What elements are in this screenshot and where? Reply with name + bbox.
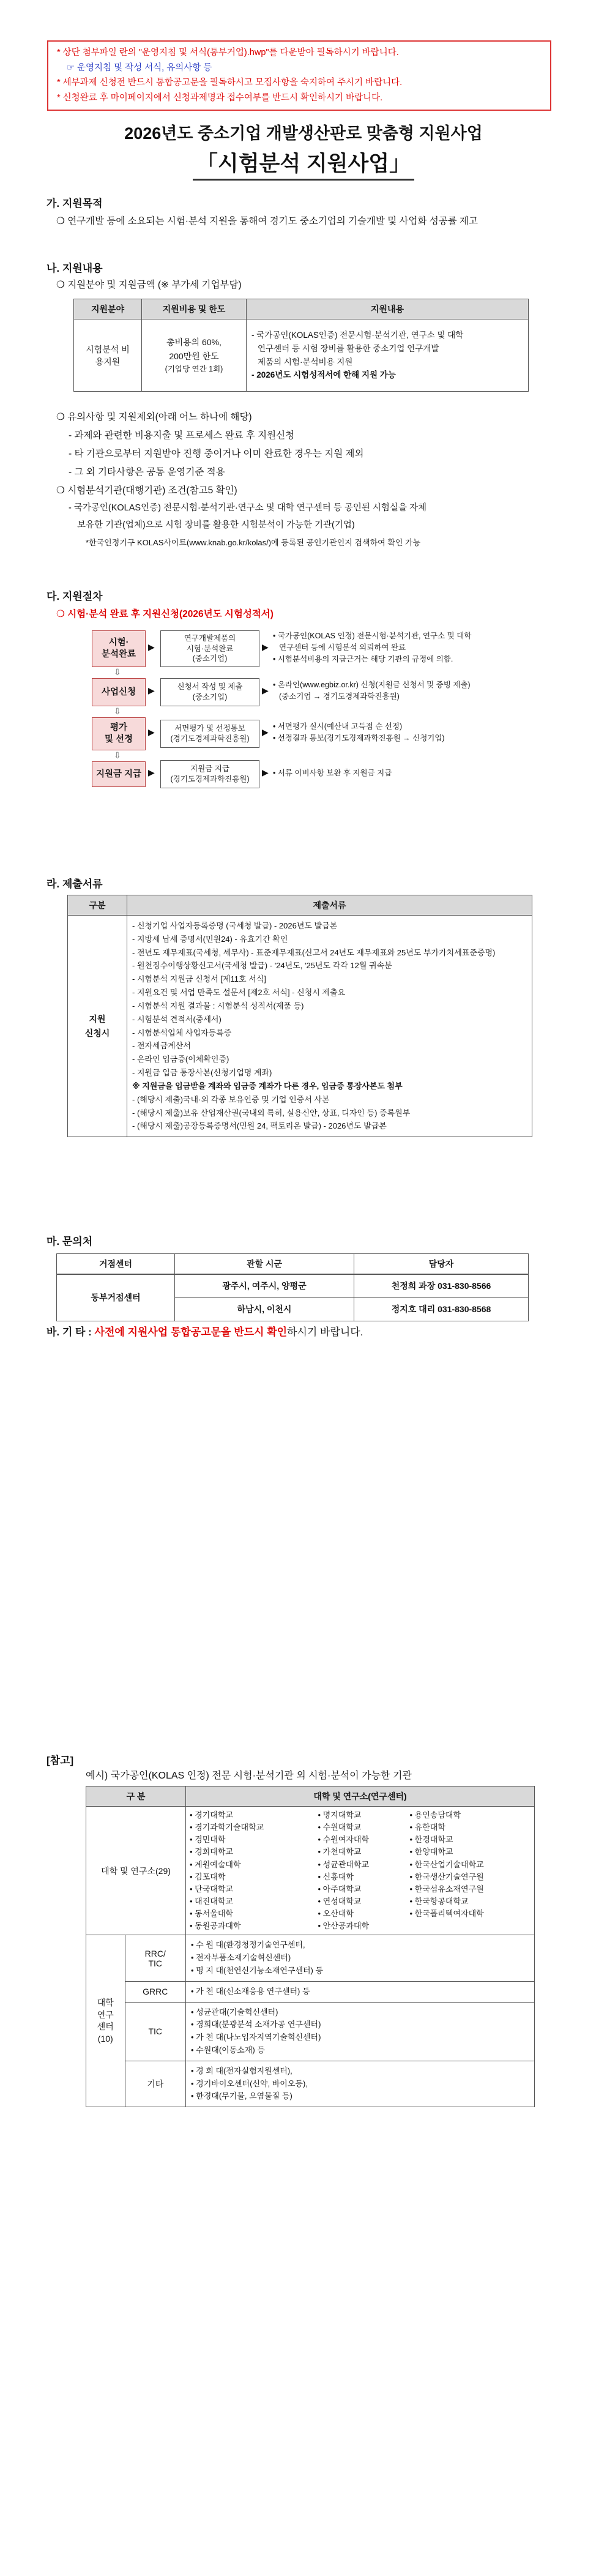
lab-item: • 성균관대(기술혁신센터) [191, 2007, 278, 2017]
lab-item: • 경 희 대(전자실험지원센터), [191, 2066, 292, 2075]
heading-contact: 마. 문의처 [47, 1236, 93, 1247]
university-item: • 명지대학교 [318, 1810, 362, 1820]
reference-heading: [참고] [47, 1755, 74, 1766]
step-2-box: 사업신청 [92, 678, 146, 706]
university-item: • 단국대학교 [190, 1884, 233, 1894]
support-table [73, 299, 529, 392]
lab-list [186, 2002, 535, 2061]
step-4-desc: 지원금 지급 (경기도경제과학진흥원) [160, 760, 259, 788]
lab-item: • 경기바이오센터(신약, 바이오등), [191, 2078, 308, 2088]
lab-item: • 수 원 대(환경청정기술연구센터, [191, 1940, 305, 1950]
arrow-down-icon: ⇩ [114, 750, 121, 760]
table-header: 대학 및 연구소(연구센터) [186, 1786, 535, 1807]
university-item: • 수원대학교 [318, 1823, 362, 1832]
document-item: - 신청기업 사업자등록증명 (국세청 발급) - 2026년도 발급본 [132, 921, 338, 930]
notice-line-1: * 상단 첨부파일 란의 "운영지침 및 서식(통부거업).hwp"를 다운받아 필독하시기 바랍니다. [57, 48, 399, 58]
step-1-desc: 연구개발제품의 시험·분석완료 (중소기업) [160, 630, 259, 667]
document-item: - 시험분석 지원 결과물 : 시험분석 성적서(제품 등) [132, 1001, 304, 1010]
university-item: • 대진대학교 [190, 1896, 233, 1906]
document-item: - (해당시 제출)공장등록증명서(민원 24, 팩토리온 발급) - 2026년도 발급본 [132, 1121, 387, 1131]
arrow-right-icon: ▶ [262, 727, 269, 737]
document-item: ※ 지원금을 입금받을 계좌와 입금증 계좌가 다른 경우, 입금증 통장사본도 첨부 [132, 1081, 403, 1091]
university-item: • 한국섬유소재연구원 [409, 1884, 484, 1894]
lab-type: RRC/ TIC [125, 1935, 185, 1981]
university-item: • 계원예술대학 [190, 1859, 241, 1869]
arrow-down-icon: ⇩ [114, 706, 121, 716]
table-header: 지원비용 및 한도 [142, 299, 247, 319]
lab-item: • 경희대(분광분석 소재가공 연구센터) [191, 2020, 321, 2029]
step-4-note: • 서류 이비사항 보완 후 지원금 지급 [273, 769, 392, 777]
document-item: - 시험분석 지원금 신청서 [제11호 서식] [132, 974, 266, 984]
university-item [410, 1920, 531, 1932]
university-item: • 유한대학 [409, 1823, 445, 1832]
university-item: • 경민대학 [190, 1835, 226, 1845]
heading-documents: 라. 제출서류 [47, 878, 103, 890]
table-header: 지원내용 [247, 299, 529, 319]
university-item: • 한국산업기술대학교 [409, 1859, 484, 1869]
procedure-intro: ❍ 시험·분석 완료 후 지원신청(2026년도 시험성적서) [56, 609, 274, 619]
university-item: • 수원여자대학 [318, 1835, 369, 1845]
lab-list [186, 2061, 535, 2107]
step-1-box: 시험· 분석완료 [92, 630, 146, 667]
step-4-box: 지원금 지급 [92, 761, 146, 787]
lab-list [186, 1935, 535, 1981]
heading-purpose: 가. 지원목적 [47, 198, 103, 209]
document-item: - 온라인 입금증(이체확인증) [132, 1055, 229, 1064]
document-item: - (해당시 제출)보유 산업재산권(국내외 특허, 실용신안, 상표, 디자인 등) 증록원부 [132, 1108, 411, 1118]
lab-item: • 전자부품소재기술혁신센터) [191, 1953, 291, 1963]
caution-item: - 과제와 관련한 비용지출 및 프로세스 완료 후 지원신청 [69, 430, 295, 441]
university-col-1 [186, 1807, 315, 1935]
contact-person: 정지호 대리 031-830-8568 [354, 1297, 529, 1321]
university-item: • 경기대학교 [190, 1810, 233, 1820]
notice-box [47, 40, 551, 111]
notice-line-3: * 세부과제 신청전 반드시 통합공고문을 필독하시고 모집사항을 숙지하여 주시기 바랍니다. [57, 78, 403, 88]
table-header: 제출서류 [127, 895, 532, 916]
kolas-note: *한국인정기구 KOLAS사이트(www.knab.go.kr/kolas/)에 등록된 공인기관인지 검색하여 확인 가능 [86, 538, 421, 547]
contact-center: 동부거점센터 [57, 1274, 175, 1321]
other-note: 바. 기 타 : 사전에 지원사업 통합공고문을 반드시 확인하시기 바랍니다. [47, 1326, 363, 1338]
university-item: • 오산대학 [318, 1909, 354, 1919]
arrow-right-icon: ▶ [262, 685, 269, 695]
notice-line-2: ☞ 운영지침 및 작성 서식, 유의사항 등 [67, 62, 212, 73]
page-title: 2026년도 중소기업 개발생산판로 맞춤형 지원사업 [124, 124, 483, 143]
arrow-right-icon: ▶ [262, 767, 269, 777]
table-cell: 시험분석 비용지원 [74, 319, 142, 392]
document-item: - 전자세금계산서 [132, 1041, 191, 1051]
lab-list [186, 1981, 535, 2002]
university-item: • 신흥대학 [318, 1872, 354, 1881]
university-item: • 성균관대학교 [318, 1859, 369, 1869]
contact-person: 천정희 과장 031-830-8566 [354, 1274, 529, 1297]
university-item: • 한국생산기술연구원 [409, 1872, 484, 1881]
university-item: • 경희대학교 [190, 1847, 233, 1857]
lab-label: 대학 연구 센터 (10) [86, 1935, 125, 2107]
document-item: - 지원금 입금 통장사본(신청기업명 계좌) [132, 1068, 272, 1078]
page-subtitle: 「시험분석 지원사업」 [0, 147, 607, 181]
purpose-text: ❍ 연구개발 등에 소요되는 시험·분석 지원을 통해여 경기도 중소기업의 기술개발 및 사업화 성공률 제고 [56, 216, 478, 226]
table-header: 구분 [68, 895, 127, 916]
arrow-right-icon: ▶ [262, 642, 269, 652]
contact-region: 광주시, 여주시, 양평군 [175, 1274, 354, 1297]
university-item: • 한경대학교 [409, 1835, 453, 1845]
university-col-3 [406, 1807, 535, 1935]
university-item: • 한국폴리텍여자대학 [409, 1909, 484, 1919]
university-label: 대학 및 연구소(29) [86, 1807, 186, 1935]
university-item: • 경기과학기술대학교 [190, 1823, 264, 1832]
university-item: • 가천대학교 [318, 1847, 362, 1857]
heading-procedure: 다. 지원절차 [47, 591, 103, 602]
document-item: - 전년도 재무제표(국세청, 세무사) - 표준재무제표(신고서 24년도 재무제표와 25년도 부가가치세표준증명) [132, 947, 496, 957]
step-3-box: 평가 및 선정 [92, 717, 146, 750]
step-1-note: • 국가공인(KOLAS 인정) 전문시험·분석기관, 연구소 및 대학 연구센터 등에 시험분석 의뢰하여 완료 • 시험분석비용의 지급근거는 해당 기관의 규정에 의함. [273, 632, 472, 663]
arrow-right-icon: ▶ [148, 642, 155, 652]
arrow-down-icon: ⇩ [114, 667, 121, 677]
notice-line-4: * 신청완료 후 마이페이지에서 신청과제명과 접수여부를 반드시 확인하시기 바랍니다. [57, 92, 383, 103]
university-item: • 용인송담대학 [409, 1810, 461, 1820]
university-item: • 김포대학 [190, 1872, 226, 1881]
document-item: - 지방세 납세 증명서(민원24) - 유효기간 확인 [132, 934, 288, 944]
documents-list [127, 916, 532, 1137]
arrow-right-icon: ▶ [148, 685, 155, 695]
lab-item: • 명 지 대(천연신기능소재연구센터) 등 [191, 1966, 324, 1975]
document-item: - (해당시 제출)국내·외 각종 보유인증 및 기업 인증서 사본 [132, 1094, 330, 1104]
agency-item: - 국가공인(KOLAS인증) 전문시험·분석기관·연구소 및 대학 연구센터 등 공인된 시험실을 자체 [69, 503, 426, 513]
lab-type: TIC [125, 2002, 185, 2061]
agency-heading: ❍ 시험분석기관(대행기관) 조건(참고5 확인) [56, 485, 237, 496]
support-intro: ❍ 지원분야 및 지원금액 (※ 부가세 기업부담) [56, 280, 242, 290]
reference-table [86, 1786, 535, 2107]
arrow-right-icon: ▶ [148, 727, 155, 737]
lab-type: 기타 [125, 2061, 185, 2107]
table-header: 지원분야 [74, 299, 142, 319]
university-col-2 [314, 1807, 406, 1935]
university-item: • 한국항공대학교 [409, 1896, 469, 1906]
university-item: • 동원공과대학 [190, 1921, 241, 1931]
step-2-note: • 온라인(www.egbiz.or.kr) 신청(지원금 신청서 및 증빙 제출) (중소기업 → 경기도경제과학진흥원) [273, 681, 471, 701]
caution-item: - 그 외 기타사항은 공통 운영기준 적용 [69, 467, 225, 477]
table-header: 거점센터 [57, 1254, 175, 1275]
heading-support: 나. 지원내용 [47, 263, 103, 274]
university-item: • 안산공과대학 [318, 1921, 369, 1931]
arrow-right-icon: ▶ [148, 767, 155, 777]
step-3-desc: 서면평가 및 선정통보 (경기도경제과학진흥원) [160, 720, 259, 748]
lab-item: • 가 천 대(나노입자지역기술혁신센터) [191, 2033, 321, 2042]
caution-heading: ❍ 유의사항 및 지원제외(아래 어느 하나에 해당) [56, 412, 252, 422]
document-item: - 시험분석 견적서(중세서) [132, 1014, 222, 1024]
caution-item: - 타 기관으로부터 지원받아 진행 중이거나 이미 완료한 경우는 지원 제외 [69, 449, 364, 459]
document-item: - 시험분석업체 사업자등록증 [132, 1028, 232, 1037]
document-item: - 지원요건 및 서업 만족도 설문서 [제2호 서식] - 신청시 제출요 [132, 988, 346, 998]
reference-caption: 예시) 국가공인(KOLAS 인정) 전문 시험·분석기관 외 시험·분석이 가능한 기관 [86, 1771, 412, 1781]
university-item: • 아주대학교 [318, 1884, 362, 1894]
contact-table [56, 1253, 529, 1321]
university-item: • 동서울대학 [190, 1909, 233, 1919]
lab-type: GRRC [125, 1981, 185, 2002]
step-3-note: • 서면평가 실시(예산내 고득점 순 선정) • 선정결과 통보(경기도경제과학진흥원 → 신청기업) [273, 722, 445, 742]
table-cell: - 국가공인(KOLAS인증) 전문시험·분석기관, 연구소 및 대학 연구센터 등 시험 장비를 활용한 중소기업 연구개발 제품의 시험·분석비용 지원 - 2026년도 시험성적서에 한해 지원 가능 [247, 319, 529, 392]
university-item: • 연성대학교 [318, 1896, 362, 1906]
table-cell: 총비용의 60%, 200만원 한도 (기업당 연간 1회) [142, 319, 247, 392]
agency-item: 보유한 기관(업체)으로 시험 장비를 활용한 시험분석이 가능한 기관(기업) [77, 520, 355, 530]
table-header: 관할 시군 [175, 1254, 354, 1275]
table-header: 담당자 [354, 1254, 529, 1275]
university-item: • 한양대학교 [409, 1847, 453, 1857]
contact-region: 하남시, 이천시 [175, 1297, 354, 1321]
document-item: - 원천징수이행상황신고서(국세청 발급) - '24년도, '25년도 각각 12월 귀속분 [132, 961, 392, 971]
lab-item: • 한경대(무기물, 오염물질 등) [191, 2091, 292, 2101]
documents-table [67, 895, 532, 1137]
documents-category: 지원 신청시 [68, 916, 127, 1137]
lab-item: • 수원대(이동소재) 등 [191, 2045, 265, 2055]
step-2-desc: 신청서 작성 및 제출 (중소기업) [160, 678, 259, 706]
table-header: 구 분 [86, 1786, 186, 1807]
lab-item: • 가 천 대(신소재응용 연구센터) 등 [191, 1986, 310, 1996]
